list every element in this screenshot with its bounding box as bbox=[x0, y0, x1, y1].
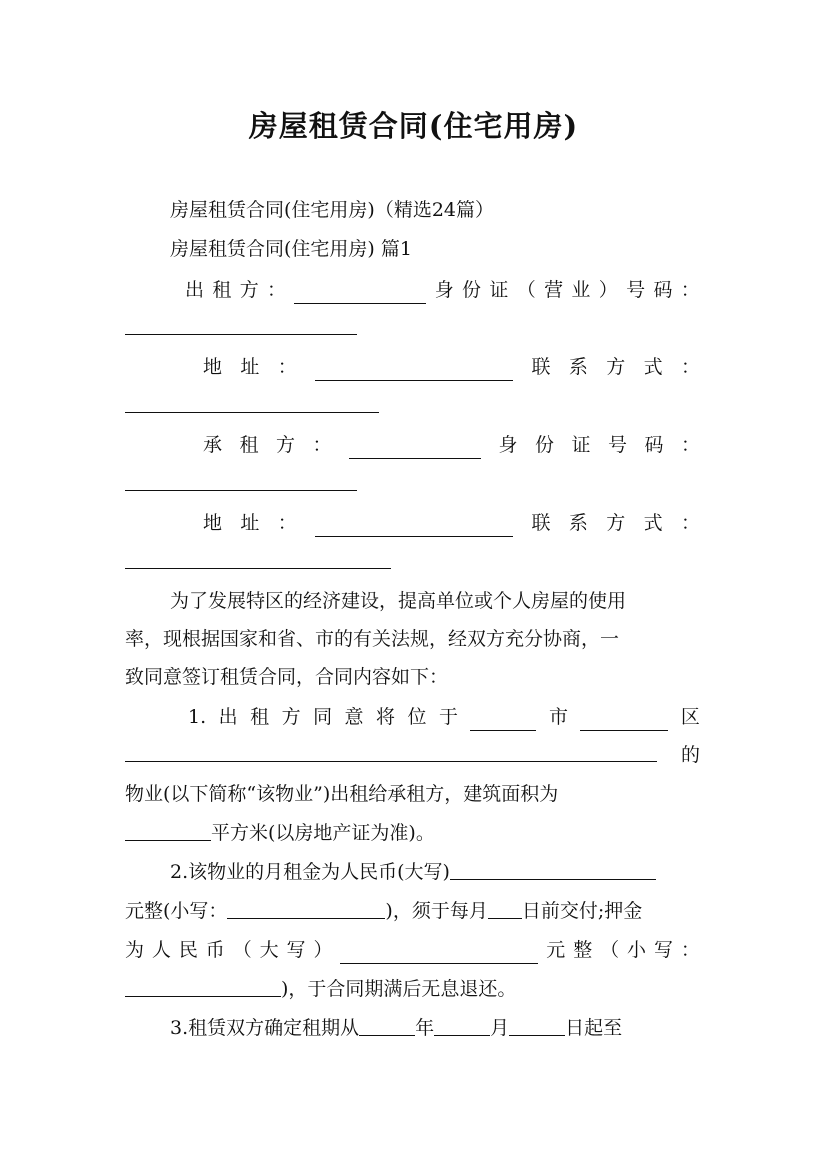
start-day-blank[interactable] bbox=[509, 1015, 565, 1036]
clause2-line3 bbox=[125, 936, 700, 964]
lessee-contact-blank[interactable] bbox=[125, 568, 391, 569]
address-label: 址 bbox=[240, 512, 260, 534]
clause2-line1 bbox=[170, 858, 656, 886]
lessor-id-label: （ bbox=[516, 279, 536, 301]
clause2-line2 bbox=[125, 897, 642, 925]
clause-text: 意 bbox=[344, 706, 364, 728]
clause-text: 出 bbox=[218, 706, 238, 728]
lessee-id-blank[interactable] bbox=[125, 490, 357, 491]
clause-text: 平方米(以房地产证为准)。 bbox=[211, 822, 435, 844]
clause-text: 年 bbox=[415, 1017, 435, 1039]
contact-label: 系 bbox=[568, 356, 588, 378]
intro-line: 为了发展特区的经济建设，提高单位或个人房屋的使用 bbox=[170, 590, 627, 612]
contact-label: 系 bbox=[568, 512, 588, 534]
clause-text: 方 bbox=[281, 706, 301, 728]
lessee-label: 方 bbox=[276, 434, 296, 456]
clause-text: 将 bbox=[376, 706, 396, 728]
contact-label: 联 bbox=[531, 512, 551, 534]
clause-text: 日前交付;押金 bbox=[521, 900, 643, 922]
lessor-label: 租 bbox=[212, 279, 232, 301]
lessee-id-label: 证 bbox=[571, 434, 591, 456]
clause-text: ） bbox=[313, 939, 333, 961]
clause-text: 为 bbox=[125, 939, 145, 961]
clause-text: 于 bbox=[439, 706, 459, 728]
clause1-line1 bbox=[188, 703, 700, 731]
lessor-id-label: 业 bbox=[571, 279, 591, 301]
contact-label: 式 bbox=[643, 356, 663, 378]
clause-text: （ bbox=[232, 939, 252, 961]
clause-text: )，于合同期满后无息退还。 bbox=[281, 978, 517, 1000]
lessee-line bbox=[203, 431, 700, 459]
district-label: 区 bbox=[680, 706, 700, 728]
lessor-id-label: 份 bbox=[462, 279, 482, 301]
payment-day-blank[interactable] bbox=[488, 898, 522, 919]
area-blank[interactable] bbox=[125, 820, 211, 841]
clause-text: 民 bbox=[178, 939, 198, 961]
rent-lowercase-blank[interactable] bbox=[227, 898, 385, 919]
section-heading: 房屋租赁合同(住宅用房) 篇1 bbox=[170, 238, 412, 260]
start-month-blank[interactable] bbox=[434, 1015, 490, 1036]
lessee-label: ： bbox=[312, 434, 332, 456]
lessee-name-blank[interactable] bbox=[349, 438, 481, 459]
clause2-line4 bbox=[125, 975, 516, 1003]
lessor-id-blank[interactable] bbox=[125, 334, 357, 335]
document-title: 房屋租赁合同(住宅用房) bbox=[248, 109, 579, 143]
contact-label: 联 bbox=[531, 356, 551, 378]
city-label: 市 bbox=[548, 706, 568, 728]
deposit-uppercase-blank[interactable] bbox=[340, 943, 538, 964]
clause-text: ： bbox=[680, 939, 700, 961]
lessee-id-label: 身 bbox=[498, 434, 518, 456]
subtitle: 房屋租赁合同(住宅用房)（精选24篇） bbox=[170, 199, 495, 221]
contact-label: ： bbox=[680, 356, 700, 378]
clause-text: 整 bbox=[573, 939, 593, 961]
intro-line: 率，现根据国家和省、市的有关法规，经双方充分协商，一 bbox=[125, 628, 620, 650]
lessor-label: ： bbox=[267, 279, 287, 301]
contact-label: ： bbox=[680, 512, 700, 534]
clause-text: 人 bbox=[151, 939, 171, 961]
address-label: 地 bbox=[203, 512, 223, 534]
address-label: ： bbox=[277, 356, 297, 378]
lessor-id-label: ） bbox=[598, 279, 618, 301]
address-label: 地 bbox=[203, 356, 223, 378]
clause-text: 写 bbox=[653, 939, 673, 961]
clause-text: 写 bbox=[286, 939, 306, 961]
lessor-id-label: ： bbox=[680, 279, 700, 301]
lessee-address-line bbox=[203, 509, 700, 537]
contact-label: 方 bbox=[606, 512, 626, 534]
lessor-label: 方 bbox=[239, 279, 259, 301]
clause3-line1 bbox=[170, 1014, 622, 1042]
intro-line: 致同意签订租赁合同，合同内容如下： bbox=[125, 666, 449, 688]
clause-text: 元整(小写： bbox=[125, 900, 228, 922]
clause-text: 币 bbox=[205, 939, 225, 961]
lessee-id-label: 号 bbox=[607, 434, 627, 456]
lessee-id-label: 份 bbox=[534, 434, 554, 456]
clause1-line3: 物业(以下简称“该物业”)出租给承租方，建筑面积为 bbox=[125, 783, 559, 805]
clause-text: （ bbox=[600, 939, 620, 961]
lessor-id-label: 证 bbox=[489, 279, 509, 301]
lessor-id-label: 码 bbox=[653, 279, 673, 301]
lessor-id-label: 营 bbox=[544, 279, 564, 301]
lessee-id-label: 码 bbox=[644, 434, 664, 456]
clause-text: 位 bbox=[407, 706, 427, 728]
contact-label: 式 bbox=[643, 512, 663, 534]
lessor-label: 出 bbox=[185, 279, 205, 301]
clause-text: 同 bbox=[313, 706, 333, 728]
lessor-address-line bbox=[203, 353, 700, 381]
district-blank[interactable] bbox=[580, 710, 668, 731]
lessor-id-label: 身 bbox=[434, 279, 454, 301]
clause-text: 元 bbox=[546, 939, 566, 961]
lessor-name-blank[interactable] bbox=[294, 283, 426, 304]
clause-text: 月 bbox=[490, 1017, 510, 1039]
clause-text: )，须于每月 bbox=[385, 900, 488, 922]
clause-text: 的 bbox=[681, 744, 701, 766]
clause-text: 大 bbox=[259, 939, 279, 961]
address-label: 址 bbox=[240, 356, 260, 378]
lessee-address-blank[interactable] bbox=[315, 516, 513, 537]
clause-number: 1. bbox=[188, 706, 207, 728]
contact-label: 方 bbox=[606, 356, 626, 378]
city-blank[interactable] bbox=[470, 710, 536, 731]
start-year-blank[interactable] bbox=[359, 1015, 415, 1036]
lessor-contact-blank[interactable] bbox=[125, 412, 379, 413]
deposit-lowercase-blank[interactable] bbox=[125, 976, 281, 997]
clause-text: 2.该物业的月租金为人民币(大写) bbox=[170, 861, 450, 883]
clause-text: 3.租赁双方确定租期从 bbox=[170, 1017, 360, 1039]
address-label: ： bbox=[277, 512, 297, 534]
rent-uppercase-blank[interactable] bbox=[450, 859, 656, 880]
clause-text: 租 bbox=[250, 706, 270, 728]
lessor-line bbox=[185, 276, 700, 304]
lessee-label: 承 bbox=[203, 434, 223, 456]
property-address-blank[interactable] bbox=[125, 761, 657, 762]
clause1-line4 bbox=[125, 819, 435, 847]
lessor-id-label: 号 bbox=[626, 279, 646, 301]
clause-text: 日起至 bbox=[565, 1017, 623, 1039]
lessee-label: 租 bbox=[239, 434, 259, 456]
clause-text: 小 bbox=[627, 939, 647, 961]
lessee-id-label: ： bbox=[680, 434, 700, 456]
lessor-address-blank[interactable] bbox=[315, 360, 513, 381]
